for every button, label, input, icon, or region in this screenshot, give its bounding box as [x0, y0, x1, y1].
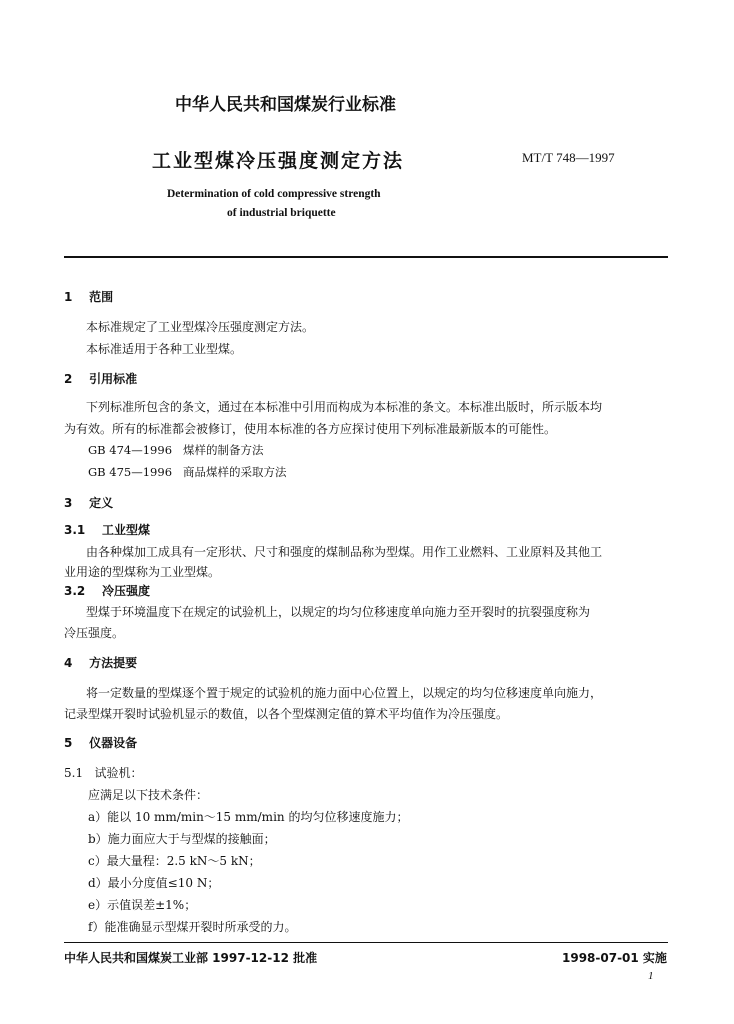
section-number: 2: [64, 372, 73, 386]
paragraph: 应满足以下技术条件：: [88, 788, 209, 802]
section-title: 引用标准: [89, 372, 138, 386]
definition-term: 工业型煤: [101, 523, 150, 537]
list-item: d）最小分度值≤10 N；: [88, 876, 220, 890]
list-item: f）能准确显示型煤开裂时所承受的力。: [88, 920, 297, 934]
document-title: 工业型煤冷压强度测定方法: [152, 150, 405, 172]
list-item: a）能以 10 mm/min～15 mm/min 的均匀位移速度施力；: [88, 810, 409, 824]
subsection-number: 5.1: [64, 766, 84, 780]
list-item: b）施力面应大于与型煤的接触面；: [88, 832, 276, 846]
section-number: 3: [64, 496, 73, 510]
paragraph: 业用途的型煤称为工业型煤。: [64, 565, 221, 579]
implementation-date: 1998-07-01 实施: [562, 951, 667, 965]
page-number: 1: [648, 970, 654, 982]
paragraph: 由各种煤加工成具有一定形状、尺寸和强度的煤制品称为型煤。用作工业燃料、工业原料及其他工: [86, 545, 603, 559]
paragraph: 本标准适用于各种工业型煤。: [86, 342, 243, 356]
section-4-heading: [64, 654, 137, 671]
section-3-heading: [64, 494, 113, 511]
paragraph: 将一定数量的型煤逐个置于规定的试验机的施力面中心位置上，以规定的均匀位移速度单向施力，: [86, 686, 603, 700]
subsection-heading: [64, 764, 143, 781]
section-1-heading: [64, 288, 113, 305]
standard-code: MT/T 748—1997: [522, 150, 615, 165]
section-number: 5: [64, 736, 73, 750]
section-title: 方法提要: [89, 656, 138, 670]
issuing-organization: 中华人民共和国煤炭行业标准: [175, 95, 396, 115]
paragraph: 记录型煤开裂时试验机显示的数值，以各个型煤测定值的算术平均值作为冷压强度。: [64, 707, 509, 721]
reference-title: 煤样的制备方法: [182, 443, 264, 457]
subsection-title: 试验机：: [94, 766, 143, 780]
paragraph: 型煤于环境温度下在规定的试验机上，以规定的均匀位移速度单向施力至开裂时的抗裂强度称为: [86, 605, 591, 619]
reference-title: 商品煤样的采取方法: [182, 465, 287, 479]
approval-line: 中华人民共和国煤炭工业部 1997-12-12 批准: [64, 951, 318, 965]
reference-code: GB 474—1996: [88, 443, 173, 457]
list-item: c）最大量程：2.5 kN～5 kN；: [88, 854, 261, 868]
footer-rule: [64, 942, 668, 943]
paragraph: 冷压强度。: [64, 626, 125, 640]
paragraph: 下列标准所包含的条文，通过在本标准中引用而构成为本标准的条文。本标准出版时，所示版本均: [86, 400, 603, 414]
english-title-line2: of industrial briquette: [227, 207, 336, 219]
header-rule: [64, 256, 668, 258]
paragraph: 为有效。所有的标准都会被修订，使用本标准的各方应探讨使用下列标准最新版本的可能性。: [64, 422, 557, 436]
english-title-line1: Determination of cold compressive strength: [167, 188, 381, 200]
reference-item: [88, 442, 263, 458]
section-2-heading: [64, 370, 137, 387]
definition-heading: [64, 521, 150, 538]
reference-item: [88, 464, 286, 480]
section-number: 1: [64, 290, 73, 304]
definition-number: 3.1: [64, 523, 86, 537]
section-number: 4: [64, 656, 73, 670]
section-title: 定义: [89, 496, 114, 510]
section-title: 仪器设备: [89, 736, 138, 750]
reference-code: GB 475—1996: [88, 465, 173, 479]
paragraph: 本标准规定了工业型煤冷压强度测定方法。: [86, 320, 315, 334]
definition-heading: [64, 582, 150, 599]
section-5-heading: [64, 734, 137, 751]
definition-term: 冷压强度: [101, 584, 150, 598]
list-item: e）示值误差±1%；: [88, 898, 197, 912]
section-title: 范围: [89, 290, 114, 304]
definition-number: 3.2: [64, 584, 86, 598]
